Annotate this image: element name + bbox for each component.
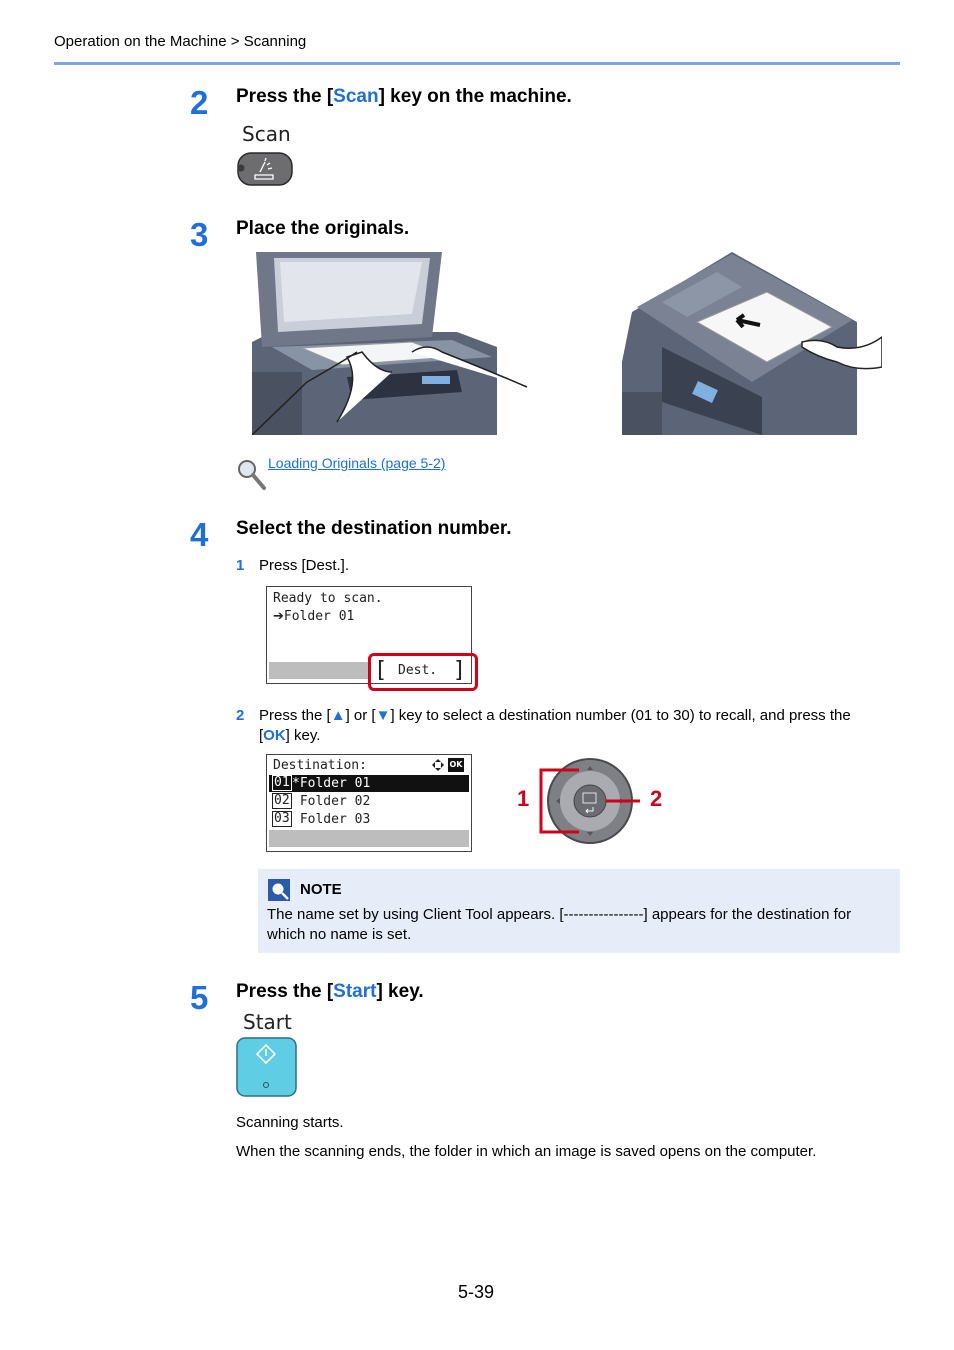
header-rule <box>54 62 900 65</box>
lcd-folder-text: Folder 01 <box>283 609 355 624</box>
dest-row-selected[interactable] <box>269 775 469 792</box>
magnifier-icon <box>236 458 266 492</box>
four-way-arrow-icon <box>431 758 445 772</box>
down-arrow-key-ref: ▼ <box>375 707 391 724</box>
start-key-icon[interactable] <box>236 1037 298 1099</box>
lcd-softkey-bar <box>269 830 469 847</box>
step-2-heading <box>236 86 572 108</box>
note-icon <box>268 879 290 901</box>
step-number-2: 2 <box>190 84 209 121</box>
arrow-right-icon: ➔ <box>273 609 284 624</box>
dest-row[interactable] <box>269 811 469 828</box>
step-number-5: 5 <box>190 979 209 1016</box>
loading-originals-link[interactable]: Loading Originals (page 5-2) <box>268 455 446 471</box>
note-title: NOTE <box>300 881 342 898</box>
arrow-keypad-illustration <box>536 758 640 846</box>
scan-key-icon[interactable] <box>236 151 296 189</box>
step-5-heading-pre: Press the [ <box>236 981 334 1002</box>
bracket-right: ] <box>452 658 466 683</box>
start-key-label: Start <box>243 1010 292 1034</box>
ok-badge: OK <box>448 758 464 772</box>
dest-row[interactable] <box>269 793 469 810</box>
breadcrumb: Operation on the Machine > Scanning <box>54 33 307 50</box>
substep-2-t3: ] key to select a destination number (01 to 30) to recall, and press the <box>390 707 851 724</box>
ok-key-ref: OK <box>263 727 286 744</box>
lcd-ready-line: Ready to scan. <box>273 591 383 606</box>
substep-2-t4: [ <box>259 727 264 744</box>
substep-2-t1: Press the [ <box>259 707 331 724</box>
dest-row-number: 03 <box>274 811 290 826</box>
document-processor-illustration <box>622 252 882 435</box>
step-3-heading: Place the originals. <box>236 218 410 239</box>
step-5-heading <box>236 981 424 1003</box>
substep-2-t5: ] key. <box>285 727 321 744</box>
scanning-starts-text: Scanning starts. <box>236 1114 344 1131</box>
note-box <box>258 869 900 953</box>
dest-row-name: Folder 02 <box>292 794 371 809</box>
step-number-3: 3 <box>190 216 209 253</box>
platen-illustration <box>252 252 532 435</box>
lcd-folder-line <box>273 609 354 624</box>
substep-2-t2: ] or [ <box>345 707 376 724</box>
dest-row-name: Folder 03 <box>292 812 371 827</box>
up-arrow-key-ref: ▲ <box>330 707 346 724</box>
step-2-heading-pre: Press the [ <box>236 86 334 107</box>
callout-label-1: 1 <box>517 786 530 811</box>
dest-softkey-label: Dest. <box>398 663 438 678</box>
page-number: 5-39 <box>458 1282 495 1302</box>
note-line-2: which no name is set. <box>267 926 412 943</box>
lcd-destination-screen <box>266 754 472 852</box>
dest-row-number: 01 <box>274 775 290 790</box>
step-4-heading: Select the destination number. <box>236 518 512 539</box>
scan-key-ref: Scan <box>333 86 379 107</box>
note-line-1: The name set by using Client Tool appears. [----------------] appears for the destination for <box>267 906 852 923</box>
substep-number-1: 1 <box>236 557 245 574</box>
substep-number-2: 2 <box>236 707 245 724</box>
substep-2-text <box>259 706 899 746</box>
callout-label-2: 2 <box>650 786 663 811</box>
substep-1-text: Press [Dest.]. <box>259 557 350 574</box>
lcd-destination-title: Destination: <box>273 758 367 773</box>
step-2-heading-post: ] key on the machine. <box>378 86 572 107</box>
scanning-ends-text: When the scanning ends, the folder in which an image is saved opens on the computer. <box>236 1143 817 1160</box>
dest-callout-box <box>368 653 478 691</box>
dest-row-name: *Folder 01 <box>292 776 371 791</box>
dest-row-number: 02 <box>274 793 290 808</box>
bracket-left: [ <box>374 658 388 683</box>
step-5-heading-post: ] key. <box>376 981 424 1002</box>
start-key-ref: Start <box>333 981 377 1002</box>
step-number-4: 4 <box>190 516 209 553</box>
lcd-softkey-bar <box>269 662 369 679</box>
scan-key-label: Scan <box>242 122 291 146</box>
